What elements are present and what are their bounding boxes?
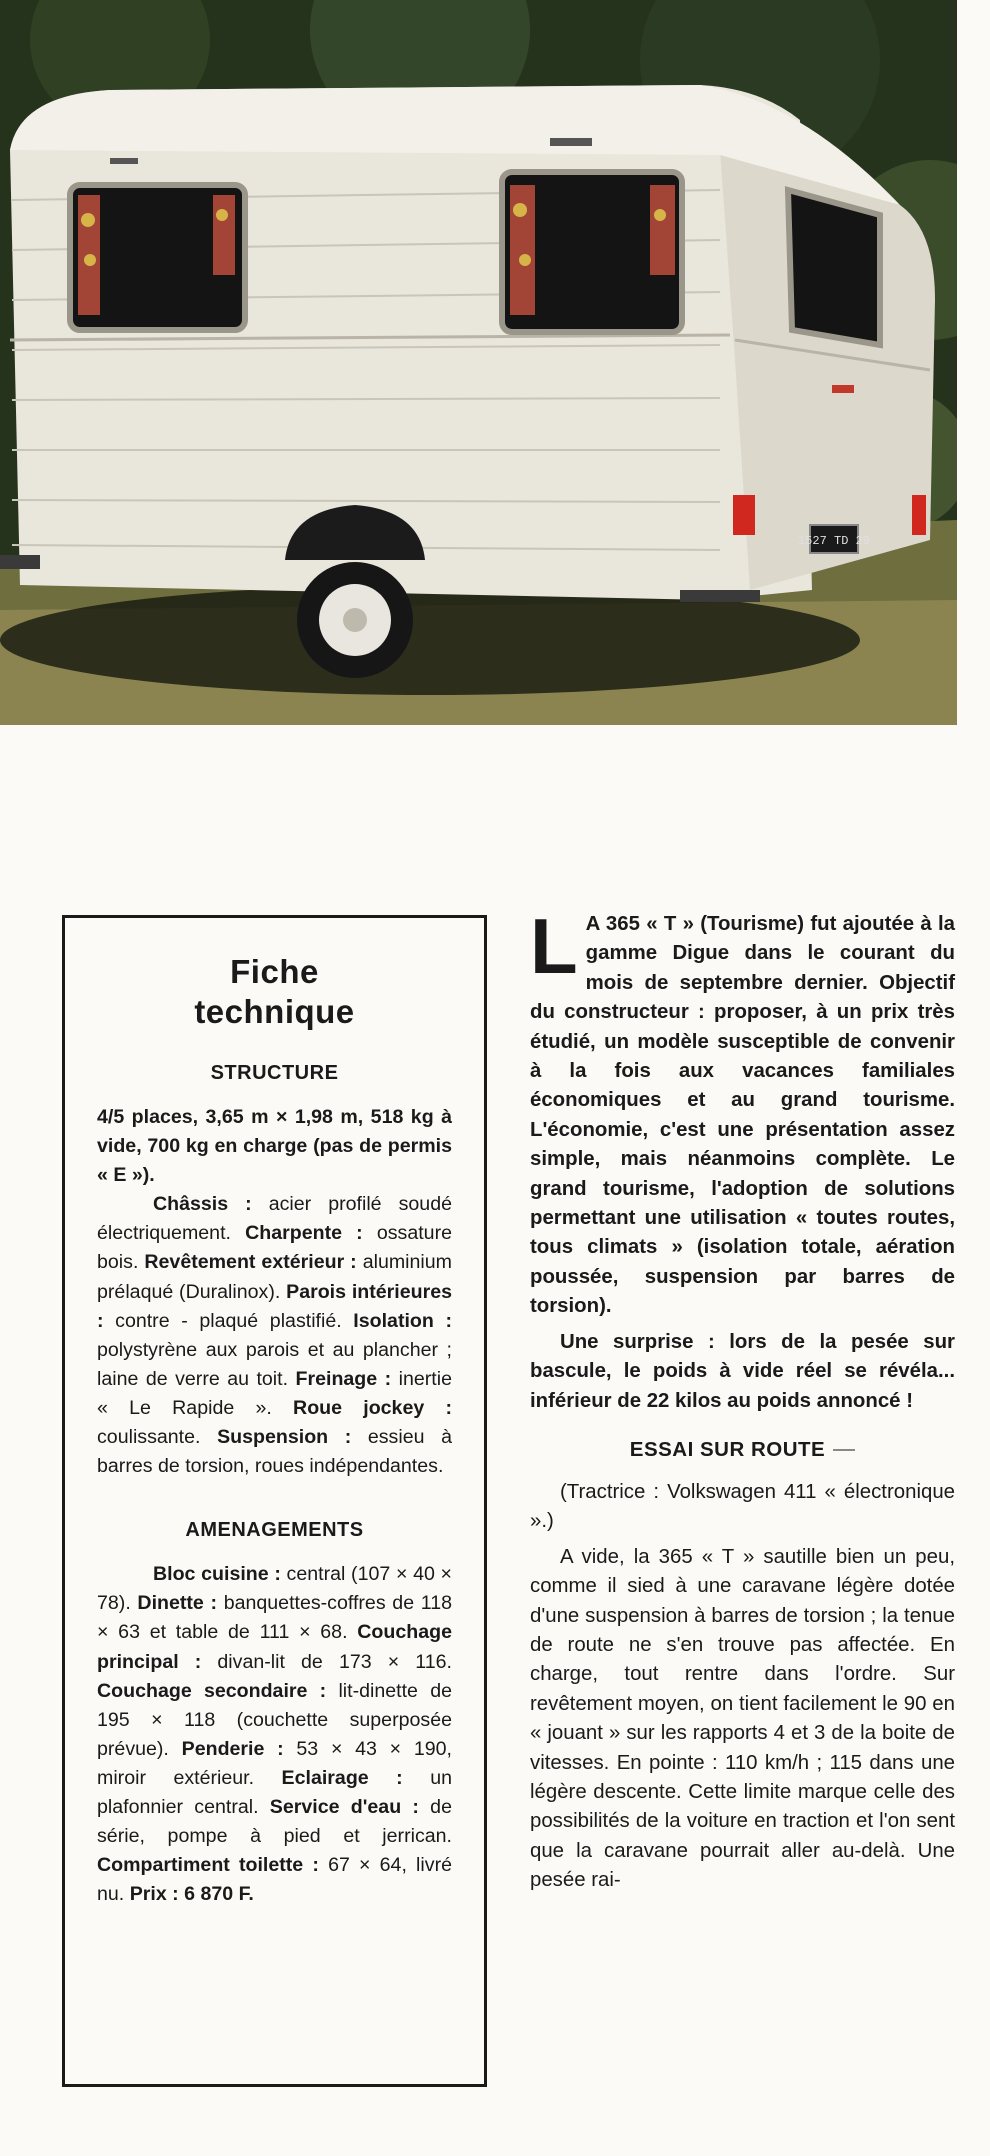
penderie-label: Penderie : (168, 1737, 284, 1760)
article-column (530, 902, 955, 1896)
charpente-text: ossature bois. (97, 1222, 452, 1274)
structure-paragraph (97, 1103, 452, 1481)
fiche-title (97, 952, 452, 1032)
eclairage-label: Eclairage : (254, 1766, 403, 1789)
service-eau-label: Service d'eau : (258, 1795, 419, 1818)
essai-heading (530, 1438, 955, 1462)
freinage-label: Freinage : (288, 1367, 392, 1390)
couchage-secondaire-label: Couchage secondaire : (97, 1679, 327, 1702)
eclairage-text: un plafonnier central. (97, 1766, 452, 1818)
charpente-label: Charpente : (230, 1222, 363, 1245)
license-plate: 1527 TD 29 (797, 534, 871, 548)
fiche-technique-box (62, 915, 487, 2087)
parois-text: contre - plaqué plastifié. (103, 1309, 342, 1332)
dinette-text: banquettes-coffres de 118 × 63 et table de 111 × 68. (97, 1592, 452, 1644)
couchage-principal-label: Couchage principal : (97, 1621, 452, 1673)
article-tractrice-paragraph (530, 1478, 955, 1537)
article-intro-text: A 365 « T » (Tourisme) fut ajoutée à la gamme Digue dans le courant du mois de septembre dernier. Objectif du constructeur : proposer, à un prix très étudié, un modèle susceptible de convenir à la fois aux vacances familiales économiques et au grand tourisme. L'économie, c'est une présentation assez simple, mais néanmoins complète. Le grand tourisme, l'adoption de solutions permettant une utilisation « toutes routes, tous climats » (isolation totale, aération poussée, suspension par barres de torsion). (530, 913, 955, 1318)
suspension-label: Suspension : (200, 1426, 352, 1449)
toilette-label: Compartiment toilette : (97, 1854, 319, 1877)
freinage-text: inertie « Le Rapide ». (97, 1367, 452, 1419)
article-surprise-text: Une surprise : lors de la pesée sur bascule, le poids à vide réel se révéla... inférieur de 22 kilos au poids annoncé ! (530, 1330, 955, 1412)
fiche-title-line2: technique (194, 993, 355, 1030)
roue-jockey-text: coulissante. (97, 1426, 201, 1449)
amenagements-paragraph (97, 1560, 452, 1909)
revetement-label: Revêtement extérieur : (138, 1251, 357, 1274)
prix-label: Prix : (124, 1883, 179, 1906)
couchage-principal-text: divan-lit de 173 × 116. (201, 1650, 452, 1673)
article-surprise-paragraph (530, 1328, 955, 1416)
bloc-cuisine-label: Bloc cuisine : (153, 1563, 281, 1586)
parois-label: Parois intérieures : (97, 1280, 453, 1332)
chassis-label: Châssis : (153, 1193, 252, 1216)
drop-cap: L (530, 902, 578, 990)
prix-value: 6 870 F. (178, 1883, 254, 1906)
roue-jockey-label: Roue jockey : (271, 1396, 452, 1419)
structure-heading: STRUCTURE (210, 1062, 339, 1084)
fiche-title-line1: Fiche (230, 953, 319, 990)
article-road-text: A vide, la 365 « T » sautille bien un peu, comme il sied à une caravane légère dotée d'une suspension à barres de torsion ; la tenue de route ne s'en trouve pas affectée. En charge, tout rentre dans l'ordre. Sur revêtement moyen, on tient facilement le 90 en « jouant » sur les rapports 4 et 3 de la boite de vitesses. En pointe : 110 km/h ; 115 dans une légère descente. Cette limite marque celle des possibilités de la voiture en traction et l'on sent que la caravane pourrait aller au-delà. Une pesée rai- (530, 1545, 955, 1892)
heading-dash (833, 1449, 855, 1451)
isolation-text: polystyrène aux parois et au plancher ; laine de verre au toit. (97, 1338, 452, 1390)
revetement-text: aluminium prélaqué (Duralinox). (97, 1251, 452, 1303)
isolation-label: Isolation : (341, 1309, 452, 1332)
service-eau-text: de série, pompe à pied et jerrican. (97, 1795, 452, 1848)
caravan-photo (0, 0, 957, 725)
toilette-text: 67 × 64, livré nu. (97, 1854, 452, 1906)
structure-intro: 4/5 places, 3,65 m × 1,98 m, 518 kg à vide, 700 kg en charge (pas de permis « E »). (97, 1106, 452, 1187)
article-intro-paragraph (530, 902, 955, 1322)
chassis-text: acier profilé soudé électriquement. (97, 1193, 452, 1245)
article-road-paragraph (530, 1543, 955, 1896)
amenagements-heading: AMENAGEMENTS (185, 1519, 364, 1542)
penderie-text: 53 × 43 × 190, miroir extérieur. (97, 1737, 452, 1789)
caravan-illustration (0, 0, 957, 725)
couchage-secondaire-text: lit-dinette de 195 × 118 (couchette superposée prévue). (97, 1679, 452, 1760)
suspension-text: essieu à barres de torsion, roues indépendantes. (97, 1426, 452, 1478)
essai-heading-text: ESSAI SUR ROUTE (629, 1437, 826, 1461)
dinette-label: Dinette : (130, 1592, 218, 1615)
bloc-cuisine-text: central (107 × 40 × 78). (97, 1563, 452, 1615)
article-tractrice-text: (Tractrice : Volkswagen 411 « électronique ».) (530, 1480, 955, 1533)
